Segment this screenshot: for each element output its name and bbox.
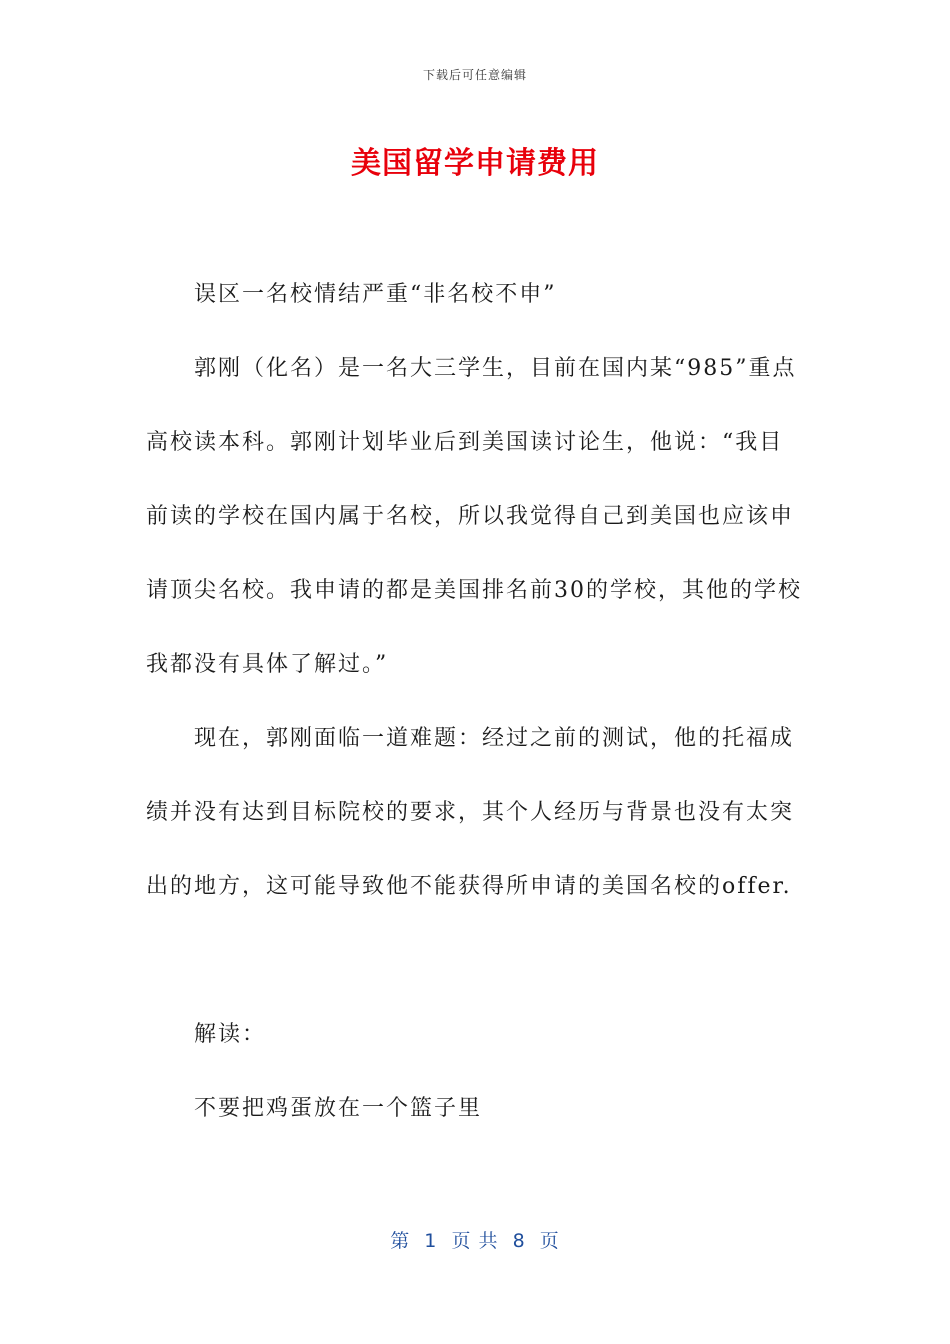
paragraph-student-story: 郭刚（化名）是一名大三学生，目前在国内某“985”重点高校读本科。郭刚计划毕业后到美国读讨论生，他说：“我目前读的学校在国内属于名校，所以我觉得自己到美国也应该申请顶尖名校。我申请的都是美国排名前30的学校，其他的学校我都没有具体了解过。” xyxy=(146,356,802,677)
page-number-footer: 第 1 页 共 8 页 xyxy=(390,1230,560,1252)
paragraph-current-problem: 现在，郭刚面临一道难题：经过之前的测试，他的托福成绩并没有达到目标院校的要求，其个人经历与背景也没有太突出的地方，这可能导致他不能获得所申请的美国名校的offer. xyxy=(146,726,795,899)
paragraph-spacer xyxy=(146,924,806,998)
header-note: 下载后可任意编辑 xyxy=(422,68,527,82)
paragraph-advice-heading: 不要把鸡蛋放在一个篮子里 xyxy=(194,1096,483,1121)
document-title: 美国留学申请费用 xyxy=(351,146,599,181)
paragraph-misconception-heading: 误区一名校情结严重“非名校不申” xyxy=(194,282,557,307)
document-body xyxy=(146,258,806,1146)
paragraph-interpretation-label: 解读： xyxy=(194,1022,267,1047)
